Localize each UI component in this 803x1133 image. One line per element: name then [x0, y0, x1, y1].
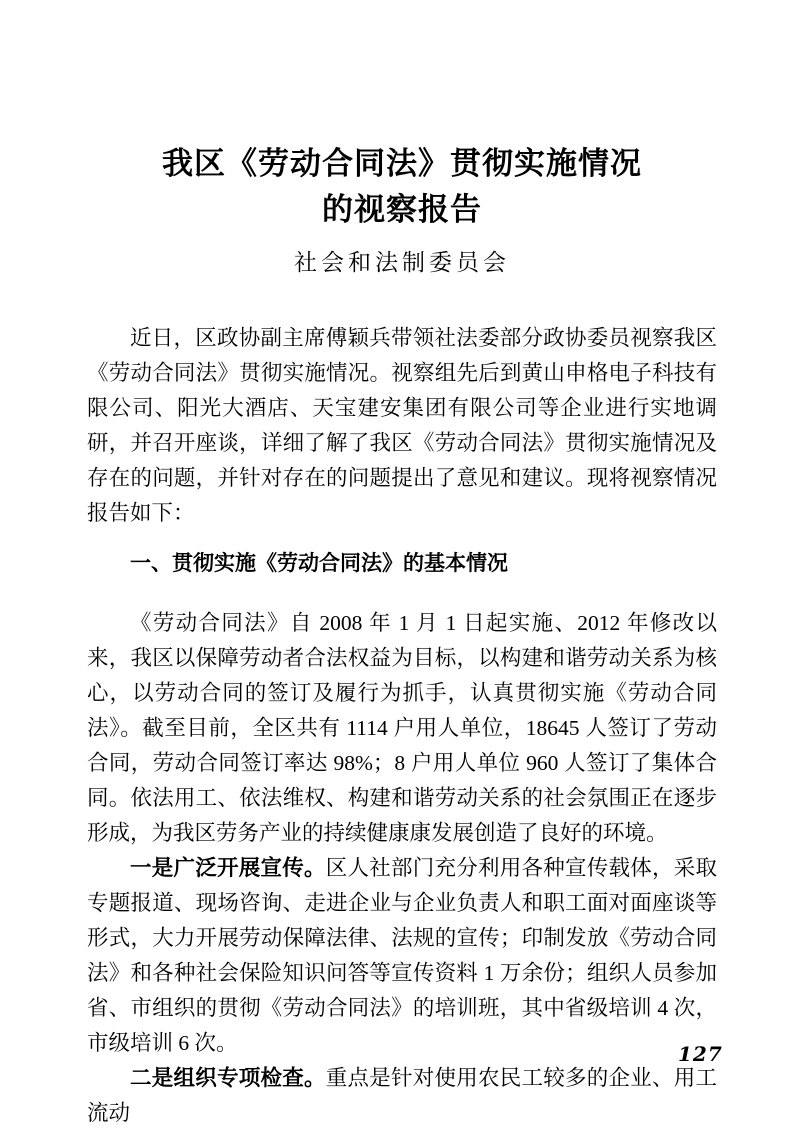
point2-paragraph	[87, 1061, 717, 1131]
title-line-2: 的视察报告	[322, 192, 482, 227]
point2-text: 重点是针对使用农民工较多的企业、用工流动	[87, 1066, 717, 1125]
title-line-1: 我区《劳动合同法》贯彻实施情况	[162, 146, 642, 181]
point1-paragraph	[87, 851, 717, 1061]
point1-lead: 一是广泛开展宣传。	[130, 856, 326, 880]
intro-paragraph: 近日，区政协副主席傅颖兵带领社法委部分政协委员视察我区《劳动合同法》贯彻实施情况。视察组先后到黄山申格电子科技有限公司、阳光大酒店、天宝建安集团有限公司等企业进行实地调研，并召开座谈，详细了解了我区《劳动合同法》贯彻实施情况及存在的问题，并针对存在的问题提出了意见和建议。现将视察情况报告如下：	[87, 326, 717, 525]
point1-text: 区人社部门充分利用各种宣传载体，采取专题报道、现场咨询、走进企业与企业负责人和职工面对面座谈等形式，大力开展劳动保障法律、法规的宣传；印制发放《劳动合同法》和各种社会保险知识问答等宣传资料 1 万余份；组织人员参加省、市组织的贯彻《劳动合同法》的培训班，其中省级培训 4 次，市级培训 6 次。	[87, 856, 717, 1055]
document-title	[87, 141, 717, 233]
section1-heading: 一、贯彻实施《劳动合同法》的基本情况	[130, 552, 508, 575]
page-number: 127	[678, 1042, 723, 1066]
point2-lead: 二是组织专项检查。	[130, 1066, 326, 1090]
author-byline: 社会和法制委员会	[294, 250, 510, 275]
section1-paragraph: 《劳动合同法》自 2008 年 1 月 1 日起实施、2012 年修改以来，我区以保障劳动者合法权益为目标，以构建和谐劳动关系为核心，以劳动合同的签订及履行为抓手，认真贯彻实施《劳动合同法》。截至目前，全区共有 1114 户用人单位，18645 人签订了劳动合同，劳动合同签订率达 98%；8 户用人单位 960 人签订了集体合同。依法用工、依法维权、构建和谐劳动关系的社会氛围正在逐步形成，为我区劳务产业的持续健康康发展创造了良好的环境。	[87, 611, 717, 845]
document-content	[87, 0, 717, 1131]
